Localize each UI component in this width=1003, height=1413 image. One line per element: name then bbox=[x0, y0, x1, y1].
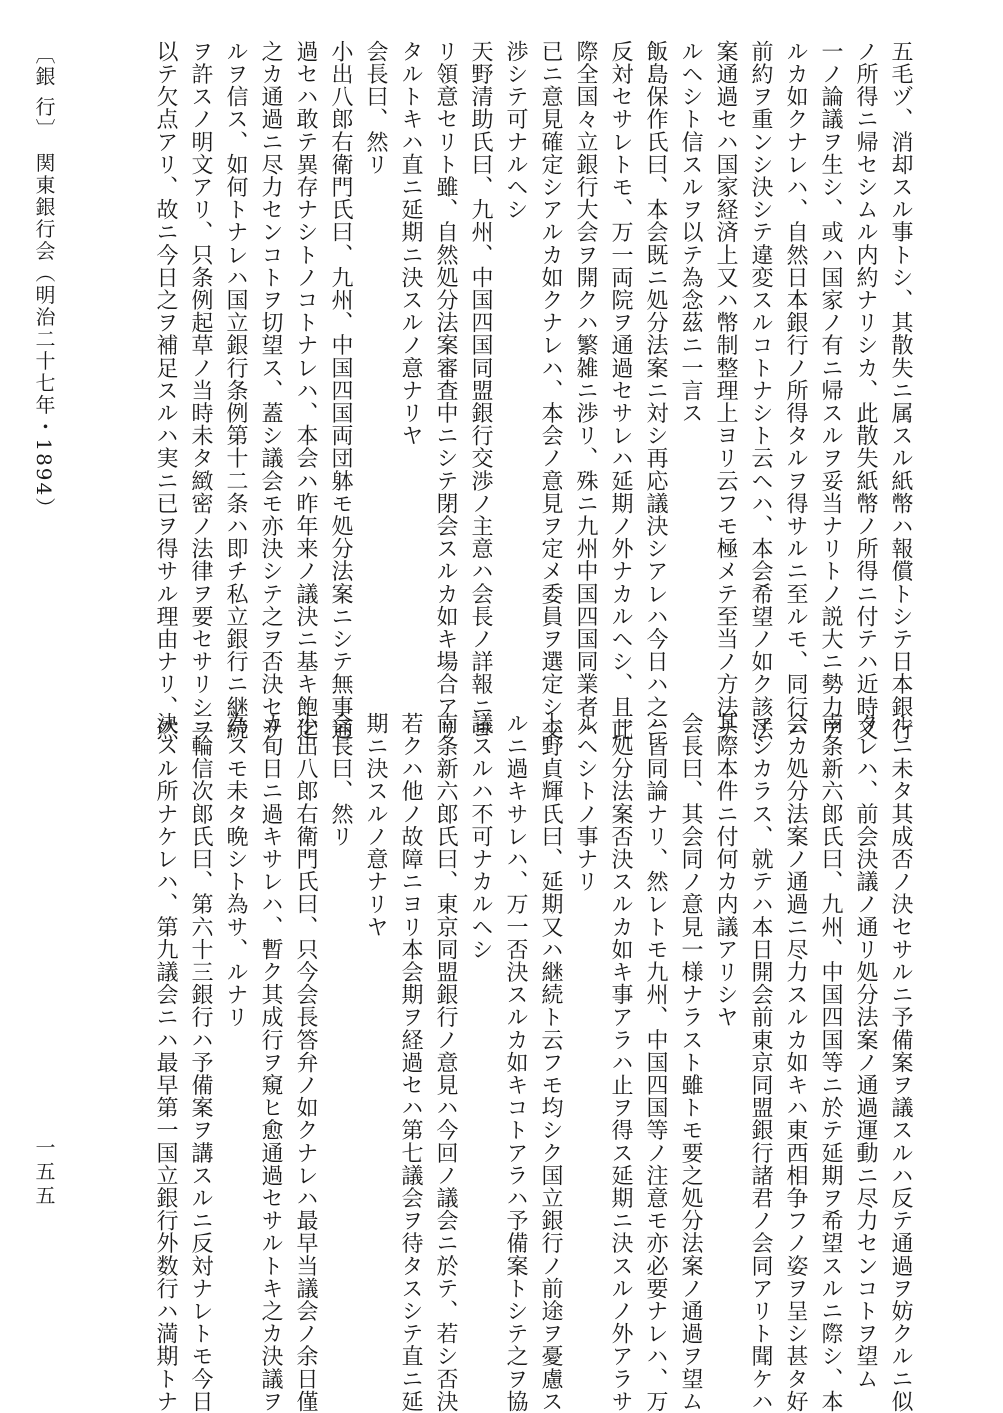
text-column: ルニ未タ其成否ノ決セサルニ予備案ヲ議スルハ反テ通過ヲ妨クルニ似 bbox=[888, 712, 913, 1413]
text-column: ルヘシト信スルヲ以テ為念茲ニ一言ス bbox=[678, 40, 703, 425]
text-column: タルトキハ直ニ延期ニ決スルノ意ナリヤ bbox=[398, 40, 423, 447]
text-column: ヲ許スノ明文アリ、只条例起草ノ当時未タ緻密ノ法律ヲ要セサリシヲ bbox=[188, 40, 213, 741]
text-column: 議スルハ不可ナカルヘシ bbox=[468, 712, 493, 961]
text-column: ルヘシトノ事ナリ bbox=[573, 712, 598, 893]
text-column: リ領意セリト雖、自然処分法案審査中ニシテ閉会スルカ如キ場合アリ bbox=[433, 40, 458, 741]
text-column: 反対セサレトモ、万一両院ヲ通過セサレハ延期ノ外ナカルヘシ、且此 bbox=[608, 40, 633, 741]
text-column: 五毛ヅ、消却スル事トシ、其散失ニ属スル紙幣ハ報償トシテ日本銀行 bbox=[888, 40, 913, 741]
text-column: マシカラス、就テハ本日開会前東京同盟銀行諸君ノ会同アリト聞ケハ bbox=[748, 712, 773, 1413]
text-column: 以テ欠点アリ、故ニ今日之ヲ補足スルハ実ニ已ヲ得サル理由ナリ、然 bbox=[153, 40, 178, 741]
text-column: 為スモ未タ晩シト為サ、ルナリ bbox=[223, 712, 248, 1029]
text-column: 南条新六郎氏曰、九州、中国四国等ニ於テ延期ヲ希望スルニ際シ、本 bbox=[818, 712, 843, 1413]
text-column: ルカ如クナレハ、自然日本銀行ノ所得タルヲ得サルニ至ルモ、同行ハ bbox=[783, 40, 808, 741]
text-column: 南条新六郎氏曰、東京同盟銀行ノ意見ハ今回ノ議会ニ於テ、若シ否決 bbox=[433, 712, 458, 1413]
text-column: 小出八郎右衛門氏曰、只今会長答弁ノ如クナレハ最早当議会ノ余日僅 bbox=[293, 712, 318, 1413]
text-column: 之カ通過ニ尽力センコトヲ切望ス、蓋シ議会モ亦決シテ之ヲ否決セサ bbox=[258, 40, 283, 741]
text-column: 上野貞輝氏曰、延期又ハ継続ト云フモ均シク国立銀行ノ前途ヲ憂慮ス bbox=[538, 712, 563, 1413]
text-column: 一ノ論議ヲ生シ、或ハ国家ノ有ニ帰スルヲ妥当ナリトノ説大ニ勢力ア bbox=[818, 40, 843, 741]
running-head: 〔銀 行〕 関東銀行会（明治二十七年・1894） bbox=[32, 44, 56, 520]
text-column: 過セハ敢テ異存ナシトノコトナレハ、本会ハ昨年来ノ議決ニ基キ飽迄 bbox=[293, 40, 318, 741]
text-column: 若クハ他ノ故障ニヨリ本会期ヲ経過セハ第七議会ヲ待タスシテ直ニ延 bbox=[398, 712, 423, 1413]
text-column: 会長曰、然リ bbox=[363, 40, 388, 176]
text-column: 已ニ意見確定シアルカ如クナレハ、本会ノ意見ヲ定メ委員ヲ選定シ交 bbox=[538, 40, 563, 741]
text-column: 会長曰、然リ bbox=[328, 712, 353, 848]
page-number: 一五五 bbox=[32, 1137, 56, 1209]
lower-text-block bbox=[141, 712, 913, 1413]
text-column: ルニ過キサレハ、万一否決スルカ如キコトアラハ予備案トシテ之ヲ協 bbox=[503, 712, 528, 1413]
upper-text-block bbox=[141, 40, 913, 741]
text-column: 渉シテ可ナルヘシ bbox=[503, 40, 528, 221]
text-column: ルヲ信ス、如何トナレハ国立銀行条例第十二条ハ即チ私立銀行ニ継続 bbox=[223, 40, 248, 741]
text-column: タレハ、前会決議ノ通リ処分法案ノ通過運動ニ尽力センコトヲ望ム bbox=[853, 712, 878, 1390]
text-column: 決スル所ナケレハ、第九議会ニハ最早第一国立銀行外数行ハ満期トナ bbox=[153, 712, 178, 1413]
text-column: ハ皆同論ナリ、然レトモ九州、中国四国等ノ注意モ亦必要ナレハ、万 bbox=[643, 712, 668, 1413]
text-column: 三輪信次郎氏曰、第六十三銀行ハ予備案ヲ講スルニ反対ナレトモ今日 bbox=[188, 712, 213, 1413]
text-column: カ旬日ニ過キサレハ、暫ク其成行ヲ窺ヒ愈通過セサルトキ之カ決議ヲ bbox=[258, 712, 283, 1413]
text-column: 其際本件ニ付何カ内議アリシヤ bbox=[713, 712, 738, 1029]
text-column: 小出八郎右衛門氏曰、九州、中国四国両団躰モ処分法案ニシテ無事通 bbox=[328, 40, 353, 741]
text-column: 会長曰、其会同ノ意見一様ナラスト雖トモ要之処分法案ノ通過ヲ望ム bbox=[678, 712, 703, 1413]
text-column: 天野清助氏曰、九州、中国四国同盟銀行交渉ノ主意ハ会長ノ詳報ニヨ bbox=[468, 40, 493, 741]
text-column: 飯島保作氏曰、本会既ニ処分法案ニ対シ再応議決シアレハ今日ハ之ニ bbox=[643, 40, 668, 741]
text-column: ノ所得ニ帰セシムル内約ナリシカ、此散失紙幣ノ所得ニ付テハ近時又 bbox=[853, 40, 878, 741]
text-column: 期ニ決スルノ意ナリヤ bbox=[363, 712, 388, 938]
text-column: 前約ヲ重ンシ決シテ違変スルコトナシト云ヘハ、本会希望ノ如ク該法 bbox=[748, 40, 773, 741]
text-column: 会カ処分法案ノ通過ニ尽力スルカ如キハ東西相争フノ姿ヲ呈シ甚タ好 bbox=[783, 712, 808, 1413]
text-column: 案通過セハ国家経済上又ハ幣制整理上ヨリ云フモ極メテ至当ノ方法ナ bbox=[713, 40, 738, 741]
text-column: 一処分法案否決スルカ如キ事アラハ止ヲ得ス延期ニ決スルノ外アラサ bbox=[608, 712, 633, 1413]
text-column: 際全国々立銀行大会ヲ開クハ繁雑ニ渉リ、殊ニ九州中国四国同業者ハ bbox=[573, 40, 598, 741]
